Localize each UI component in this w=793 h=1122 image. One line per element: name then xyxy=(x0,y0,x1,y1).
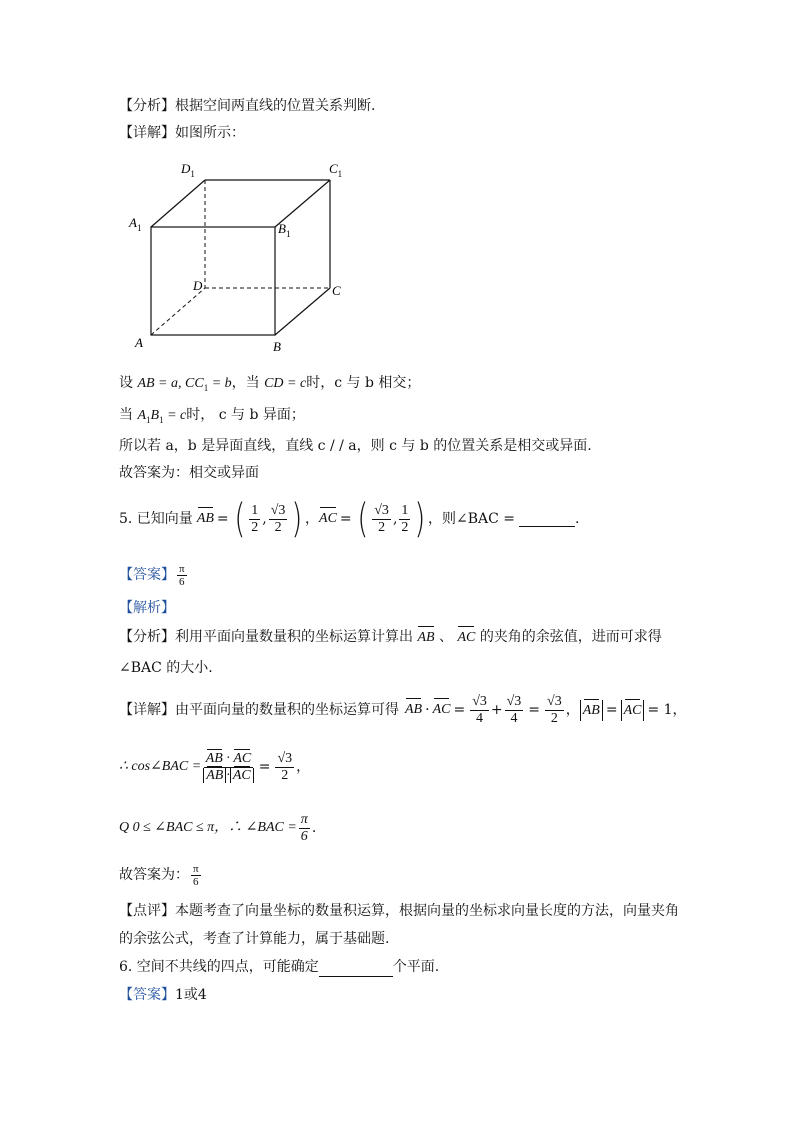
q4-line-2: 当 $A_1B_1 = c$时， c 与 b 异面； xyxy=(119,407,305,425)
cube-figure xyxy=(125,155,355,355)
label-a1: $A_1$ xyxy=(129,215,142,233)
q5-final-answer: 故答案为： $\frac{\pi}{6}$ xyxy=(119,862,199,888)
q6-question: 6. 空间不共线的四点，可能确定 个平面. xyxy=(119,959,440,975)
label-c: C xyxy=(332,283,341,298)
label-a: A xyxy=(135,335,143,350)
label-b: B xyxy=(273,339,281,354)
label-d: D xyxy=(193,278,203,293)
q5-detail: 【详解】 由平面向量的数量积的坐标运算可得 AB · AC = $\frac{√3}{4}$ + $\frac{√3}{4}$ = $\frac{√3}{2}$ ， AB = AC = 1， xyxy=(119,693,687,726)
answer-blank xyxy=(519,512,575,527)
q5-because: Q 0 ≤ ∠BAC ≤ π，∴ ∠BAC = $\frac{\pi}{6}$ . xyxy=(119,811,317,844)
answer-blank-q6 xyxy=(319,962,393,977)
analysis-tag: 【分析】 xyxy=(119,98,175,114)
label-d1: $D_1$ xyxy=(181,161,195,179)
q5-comment-2: 的余弦公式，考查了计算能力，属于基础题. xyxy=(119,931,390,947)
q5-analysis: 【分析】利用平面向量数量积的坐标运算计算出 AB 、 AC 的夹角的余弦值，进而可求得 xyxy=(119,627,662,648)
q5-analysis-cont: ∠BAC 的大小. xyxy=(119,660,213,676)
q6-answer: 【答案】1或4 xyxy=(119,987,207,1003)
q5-answer: 【答案】 $\frac{\pi}{6}$ xyxy=(119,562,185,588)
label-c1: $C_1$ xyxy=(329,161,343,179)
analysis-text: 根据空间两直线的位置关系判断. xyxy=(175,98,376,114)
detail-text: 如图所示： xyxy=(175,125,245,141)
detail-tag: 【详解】 xyxy=(119,125,175,141)
q5-question: 5. 已知向量 AB = ( $\frac{1}{2}$ , $\frac{√3}{2}$ ) ， AC = ( $\frac{√3}{2}$ , $\frac{1}{2}$ ) ，则∠BAC = . xyxy=(119,496,580,542)
label-b1: $B_1$ xyxy=(278,221,291,239)
q4-line-3: 所以若 a，b 是异面直线，直线 c / / a，则 c 与 b 的位置关系是相交或异面. xyxy=(119,438,592,454)
q4-line-1: 设 AB = a, $CC_1 = b$，当 CD = c时，c 与 b 相交； xyxy=(119,375,421,393)
analysis-line-q4 xyxy=(119,96,375,116)
q5-comment-1: 【点评】本题考查了向量坐标的数量积运算，根据向量的坐标求向量长度的方法，向量夹角 xyxy=(119,903,679,919)
detail-line-q4 xyxy=(119,123,245,143)
q5-jiexi-tag: 【解析】 xyxy=(119,600,175,616)
q4-final-answer: 故答案为：相交或异面 xyxy=(119,465,259,481)
q5-cos: ∴ cos∠BAC = $\frac{AB \cdot AC}{AB \cdot AC}$ = $\frac{√3}{2}$ ， xyxy=(119,750,311,783)
